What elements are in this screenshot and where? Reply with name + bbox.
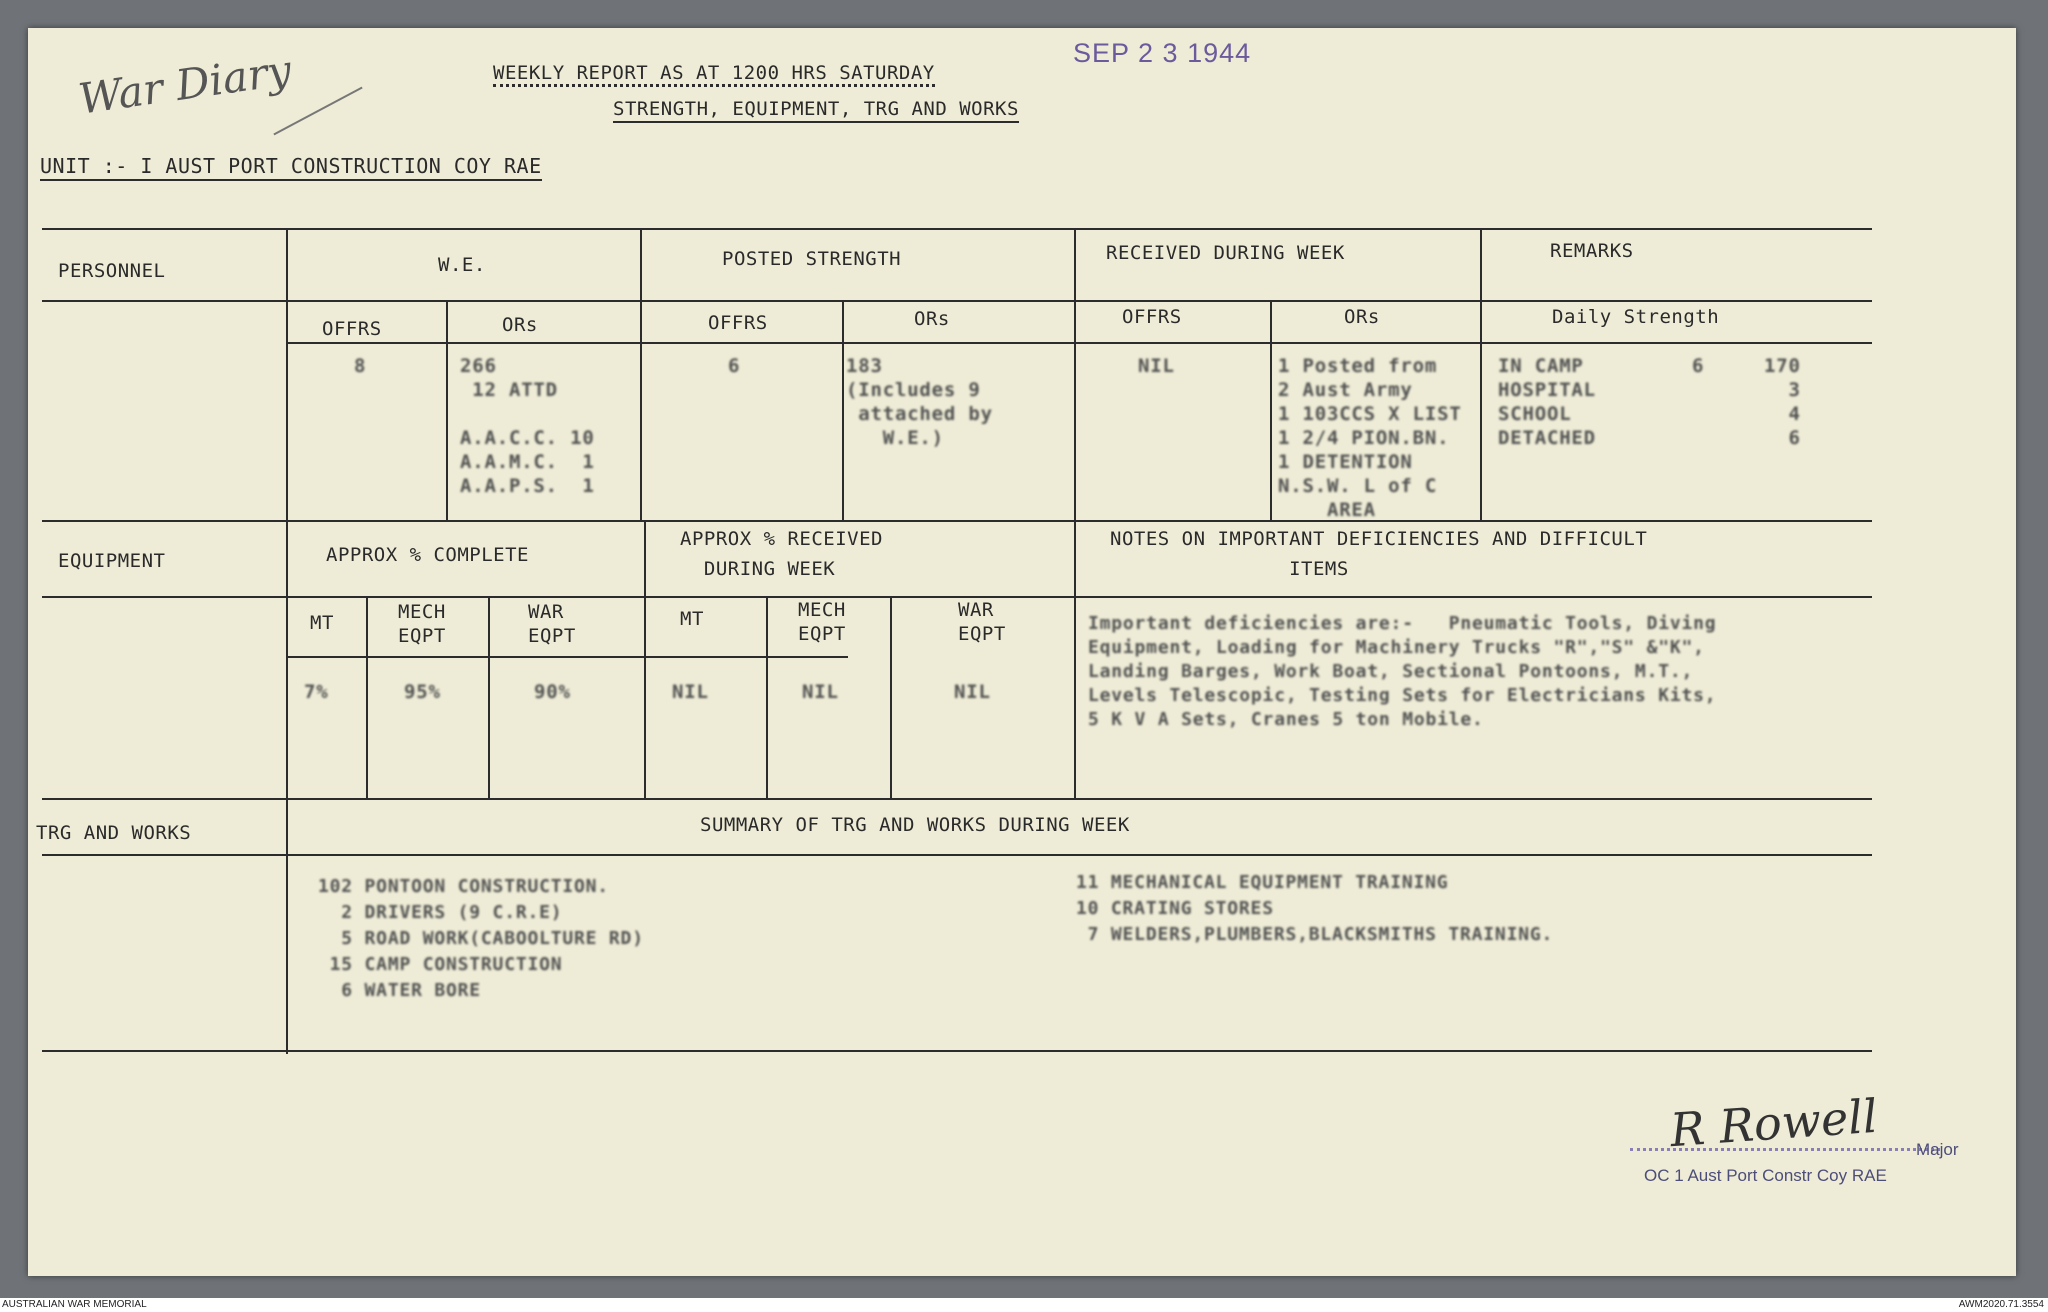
rule <box>446 300 448 520</box>
approx-complete-header: APPROX % COMPLETE <box>326 544 529 566</box>
report-sheet <box>28 28 2016 1276</box>
rule <box>890 596 892 798</box>
rule <box>42 854 1872 856</box>
rule <box>42 1050 1872 1052</box>
received-during-week-header: RECEIVED DURING WEEK <box>1106 242 1345 264</box>
rule <box>286 228 288 1054</box>
rule <box>288 342 1872 344</box>
remarks-header: REMARKS <box>1550 240 1634 262</box>
remarks-ors-value: 170 3 4 6 <box>1764 355 1801 449</box>
report-title: WEEKLY REPORT AS AT 1200 HRS SATURDAY <box>493 62 935 87</box>
received-mech-value: NIL <box>802 681 839 703</box>
rule <box>42 520 1872 522</box>
complete-war-value: 90% <box>534 681 571 703</box>
received-mt-label: MT <box>680 608 704 630</box>
posted-offrs-label: OFFRS <box>708 312 768 334</box>
signature-designation: OC 1 Aust Port Constr Coy RAE <box>1644 1166 1887 1185</box>
received-mt-value: NIL <box>672 681 709 703</box>
signature: R Rowell <box>1668 1088 1880 1158</box>
posted-strength-header: POSTED STRENGTH <box>722 248 902 270</box>
summary-header: SUMMARY OF TRG AND WORKS DURING WEEK <box>700 814 1130 836</box>
received-war-value: NIL <box>954 681 991 703</box>
rule <box>42 798 1872 800</box>
received-war-label: WAR EQPT <box>958 599 1006 645</box>
rule <box>42 596 1872 598</box>
rule <box>640 228 642 520</box>
rule <box>288 656 848 658</box>
complete-war-label: WAR EQPT <box>528 601 576 647</box>
approx-received-header: APPROX % RECEIVED DURING WEEK <box>680 528 883 580</box>
trg-works-label: TRG AND WORKS <box>36 822 192 844</box>
notes-header: NOTES ON IMPORTANT DEFICIENCIES AND DIFFICULT ITEMS <box>1110 528 1648 580</box>
training-list-right: 11 MECHANICAL EQUIPMENT TRAINING 10 CRATING STORES 7 WELDERS,PLUMBERS,BLACKSMITHS TRAINING. <box>1076 872 1554 945</box>
report-subtitle: STRENGTH, EQUIPMENT, TRG AND WORKS <box>613 98 1019 123</box>
rule <box>488 596 490 798</box>
unit-line: UNIT :- I AUST PORT CONSTRUCTION COY RAE <box>40 154 542 181</box>
complete-mt-value: 7% <box>304 681 329 703</box>
rule <box>644 520 646 798</box>
posted-ors-value: 183 (Includes 9 attached by W.E.) <box>846 355 993 449</box>
we-offrs-value: 8 <box>354 355 367 377</box>
signature-rank: Major <box>1916 1140 1959 1159</box>
we-ors-value: 266 12 ATTD A.A.C.C. 10 A.A.M.C. 1 A.A.P.S. 1 <box>460 355 595 497</box>
rule <box>42 300 1872 302</box>
rule <box>842 300 844 520</box>
posted-ors-label: ORs <box>914 308 950 330</box>
deficiencies-notes: Important deficiencies are:- Pneumatic Tools, Diving Equipment, Loading for Machinery Trucks "R","S" &"K", Landing Barges, Work Boat, Sectional Pontoons, M.T., Levels Telescopic, Testing Sets for Electricians Kits, 5 K V A Sets, Cranes 5 ton Mobile. <box>1088 613 1717 730</box>
rule <box>1074 228 1076 798</box>
daily-strength-label: Daily Strength <box>1552 306 1720 328</box>
rule <box>1480 228 1482 520</box>
received-ors-value: 1 Posted from 2 Aust Army 1 103CCS X LIST 1 2/4 PION.BN. 1 DETENTION N.S.W. L of C AREA <box>1278 355 1462 521</box>
rule <box>42 228 1872 230</box>
we-offrs-label: OFFRS <box>322 318 382 340</box>
remarks-labels: IN CAMP HOSPITAL SCHOOL DETACHED <box>1498 355 1596 449</box>
archive-name: AUSTRALIAN WAR MEMORIAL <box>2 1299 147 1310</box>
rule <box>366 596 368 798</box>
received-ors-label: ORs <box>1344 306 1380 328</box>
remarks-offrs-value: 6 <box>1692 355 1705 377</box>
complete-mech-label: MECH EQPT <box>398 601 446 647</box>
posted-offrs-value: 6 <box>728 355 741 377</box>
we-ors-label: ORs <box>502 314 538 336</box>
complete-mt-label: MT <box>310 612 334 634</box>
personnel-label: PERSONNEL <box>58 260 166 282</box>
complete-mech-value: 95% <box>404 681 441 703</box>
received-mech-label: MECH EQPT <box>798 599 846 645</box>
equipment-label: EQUIPMENT <box>58 550 166 572</box>
rule <box>766 596 768 798</box>
date-stamp: SEP 2 3 1944 <box>1073 38 1252 68</box>
rule <box>1270 300 1272 520</box>
archive-footer <box>0 1298 2048 1312</box>
received-offrs-label: OFFRS <box>1122 306 1182 328</box>
handwritten-annotation: War Diary <box>75 45 295 124</box>
we-header: W.E. <box>438 254 486 276</box>
received-offrs-value: NIL <box>1138 355 1175 377</box>
archive-reference: AWM2020.71.3554 <box>1958 1299 2044 1310</box>
signature-line <box>1630 1148 1940 1151</box>
training-list-left: 102 PONTOON CONSTRUCTION. 2 DRIVERS (9 C.R.E) 5 ROAD WORK(CABOOLTURE RD) 15 CAMP CONSTRUCTION 6 WATER BORE <box>318 876 644 1001</box>
